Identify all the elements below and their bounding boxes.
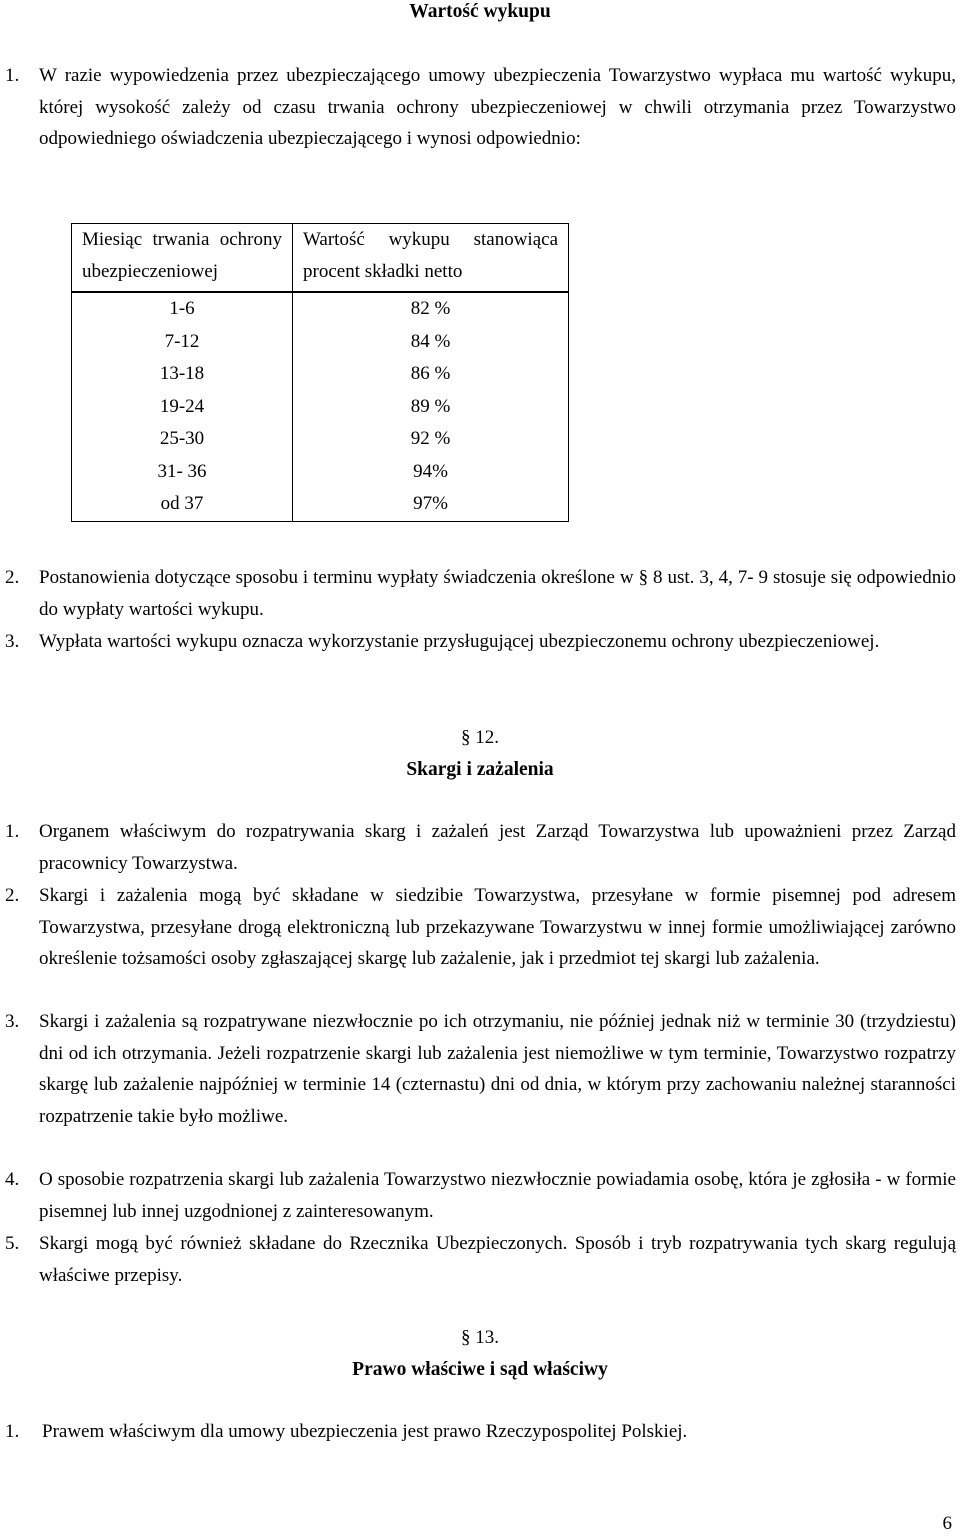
table-cell-value: 92 % — [293, 423, 569, 456]
section-number-13: § 13. — [461, 1327, 499, 1348]
paragraph-number: 3. — [5, 631, 20, 652]
table-cell-month: 31- 36 — [72, 456, 293, 489]
table-header-month: Miesiąc trwania ochrony ubezpieczeniowej — [72, 224, 293, 293]
paragraph-number: 1. — [5, 1421, 20, 1442]
surrender-value-table — [71, 223, 569, 522]
page-number: 6 — [942, 1513, 952, 1534]
paragraph-number: 1. — [5, 821, 20, 842]
section-title-wartosc-wykupu: Wartość wykupu — [409, 1, 551, 22]
table-cell-value: 84 % — [293, 326, 569, 359]
paragraph-text: Postanowienia dotyczące sposobu i terminu wypłaty świadczenia określone w § 8 ust. 3, 4, 7- 9 stosuje się odpowiednio do wypłaty wartości wykupu. — [39, 567, 956, 620]
table-row — [72, 358, 569, 391]
paragraph-text: O sposobie rozpatrzenia skargi lub zażalenia Towarzystwo niezwłocznie powiadamia osobę, która je zgłosiła - w formie pisemnej lub innej uzgodnionej z zainteresowanym. — [39, 1169, 956, 1222]
paragraph-text: Skargi i zażalenia mogą być składane w siedzibie Towarzystwa, przesyłane w formie pisemnej pod adresem Towarzystwa, przesyłane drogą elektroniczną lub przekazywane Towarzystwu w innej formie umożliwiającej zarówno określenie tożsamości osoby zgłaszającej skargę lub zażalenie, jak i przedmiot tej skargi lub zażalenia. — [39, 885, 956, 969]
table-cell-value: 86 % — [293, 358, 569, 391]
section-title-prawo: Prawo właściwe i sąd właściwy — [352, 1359, 608, 1380]
paragraph-number: 4. — [5, 1169, 20, 1190]
paragraph-text: Prawem właściwym dla umowy ubezpieczenia jest prawo Rzeczypospolitej Polskiej. — [42, 1421, 688, 1442]
table-cell-value: 94% — [293, 456, 569, 489]
table-cell-value: 89 % — [293, 391, 569, 424]
table-cell-value: 82 % — [293, 292, 569, 326]
paragraph-text: Organem właściwym do rozpatrywania skarg i zażaleń jest Zarząd Towarzystwa lub upoważnieni przez Zarząd pracownicy Towarzystwa. — [39, 821, 956, 874]
table-row — [72, 292, 569, 326]
paragraph-number: 5. — [5, 1233, 20, 1254]
table-header-value: Wartość wykupu stanowiąca procent składki netto — [293, 224, 569, 293]
section-title-skargi: Skargi i zażalenia — [406, 759, 554, 780]
paragraph-text: Wypłata wartości wykupu oznacza wykorzystanie przysługującej ubezpieczonemu ochrony ubezpieczeniowej. — [39, 631, 880, 652]
table-row — [72, 391, 569, 424]
table-row — [72, 326, 569, 359]
table-header-row — [72, 224, 569, 293]
table-cell-value: 97% — [293, 488, 569, 521]
table-cell-month: 1-6 — [72, 292, 293, 326]
paragraph-text: Skargi i zażalenia są rozpatrywane niezwłocznie po ich otrzymaniu, nie później jednak niż w terminie 30 (trzydziestu) dni od ich otrzymania. Jeżeli rozpatrzenie skargi lub zażalenia jest niemożliwe w tym terminie, Towarzystwo rozpatrzy skargę lub zażalenie najpóźniej w terminie 14 (czternastu) dni od dnia, w którym przy zachowaniu należnej staranności rozpatrzenie takie było możliwe. — [39, 1011, 956, 1127]
table-cell-month: 25-30 — [72, 423, 293, 456]
paragraph-text: W razie wypowiedzenia przez ubezpieczającego umowy ubezpieczenia Towarzystwo wypłaca mu wartość wykupu, której wysokość zależy od czasu trwania ochrony ubezpieczeniowej w chwili otrzymania przez Towarzystwo odpowiedniego oświadczenia ubezpieczającego i wynosi odpowiednio: — [39, 65, 956, 149]
table-cell-month: 19-24 — [72, 391, 293, 424]
section-number-12: § 12. — [461, 727, 499, 748]
paragraph-number: 1. — [5, 65, 20, 86]
table-cell-month: od 37 — [72, 488, 293, 521]
table-cell-month: 13-18 — [72, 358, 293, 391]
table-row — [72, 423, 569, 456]
table-row — [72, 488, 569, 521]
paragraph-number: 3. — [5, 1011, 20, 1032]
table-cell-month: 7-12 — [72, 326, 293, 359]
paragraph-number: 2. — [5, 567, 20, 588]
paragraph-number: 2. — [5, 885, 20, 906]
paragraph-text: Skargi mogą być również składane do Rzecznika Ubezpieczonych. Sposób i tryb rozpatrywania tych skarg regulują właściwe przepisy. — [39, 1233, 956, 1286]
table-row — [72, 456, 569, 489]
